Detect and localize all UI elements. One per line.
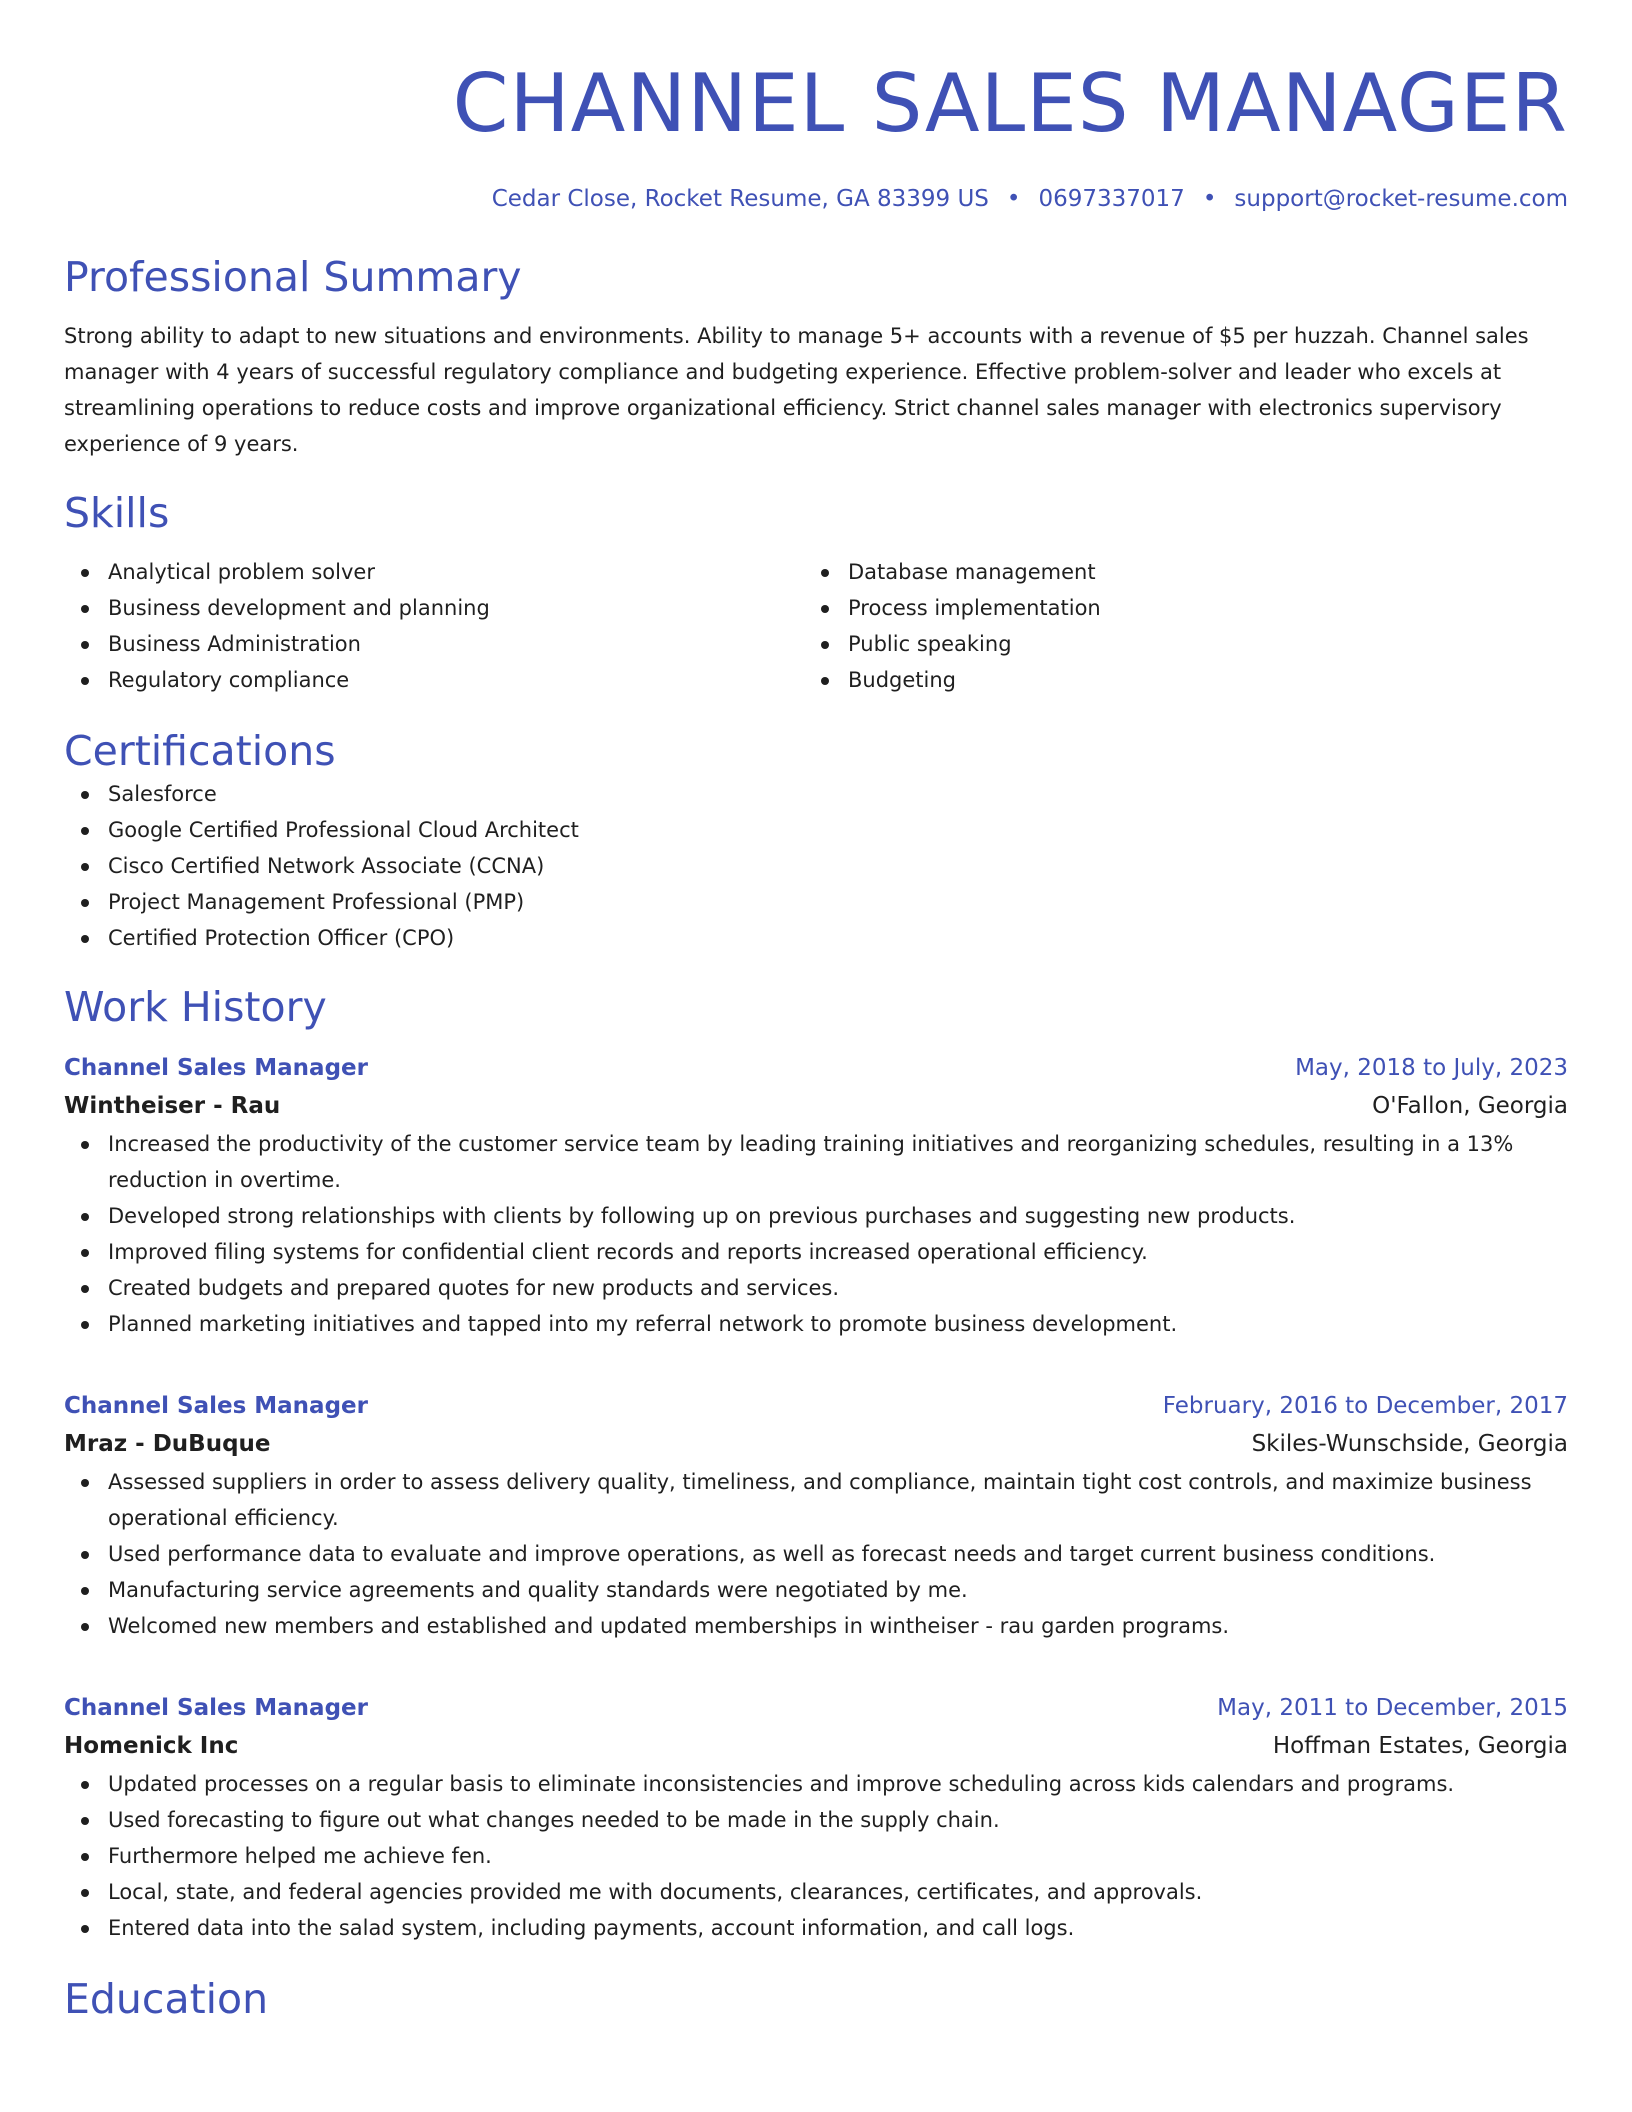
phone-text: 0697337017 bbox=[1038, 186, 1185, 212]
job-duty-item: Updated processes on a regular basis to eliminate inconsistencies and improve scheduling across kids calendars and programs. bbox=[64, 1766, 1568, 1802]
job-duty-item: Used performance data to evaluate and improve operations, as well as forecast needs and target current business conditions. bbox=[64, 1536, 1568, 1572]
skill-item: Public speaking bbox=[804, 626, 1544, 662]
job-duty-item: Used forecasting to figure out what changes needed to be made in the supply chain. bbox=[64, 1802, 1568, 1838]
job-company: Wintheiser - Rau bbox=[64, 1093, 281, 1119]
job-title-row bbox=[64, 1050, 1568, 1086]
job-duties-list bbox=[64, 1766, 1568, 1946]
job-duty-item: Created budgets and prepared quotes for new products and services. bbox=[64, 1270, 1568, 1306]
job-duty-item: Manufacturing service agreements and quality standards were negotiated by me. bbox=[64, 1572, 1568, 1608]
certification-item: Salesforce bbox=[64, 776, 1568, 812]
job-dates: May, 2011 to December, 2015 bbox=[1217, 1695, 1568, 1721]
candidate-name: CHANNEL SALES MANAGER bbox=[452, 57, 1568, 150]
job-entry bbox=[64, 1050, 1568, 1342]
certification-item: Certified Protection Officer (CPO) bbox=[64, 920, 1568, 956]
certification-item: Cisco Certified Network Associate (CCNA) bbox=[64, 848, 1568, 884]
bullet-separator: • bbox=[1006, 186, 1021, 212]
job-location: Skiles-Wunschside, Georgia bbox=[1251, 1431, 1568, 1457]
job-company: Homenick Inc bbox=[64, 1733, 239, 1759]
professional-summary-section bbox=[64, 252, 1568, 462]
job-company-row bbox=[64, 1424, 1568, 1464]
job-location: O'Fallon, Georgia bbox=[1372, 1093, 1568, 1119]
certifications-list bbox=[64, 776, 1568, 956]
job-title: Channel Sales Manager bbox=[64, 1695, 368, 1721]
section-title: Education bbox=[64, 1975, 269, 2023]
skill-item: Business development and planning bbox=[64, 590, 804, 626]
job-title-row bbox=[64, 1388, 1568, 1424]
job-company: Mraz - DuBuque bbox=[64, 1431, 271, 1457]
skill-item: Budgeting bbox=[804, 662, 1544, 698]
certifications-section bbox=[64, 726, 1568, 956]
job-duty-item: Planned marketing initiatives and tapped into my referral network to promote business development. bbox=[64, 1306, 1568, 1342]
job-duty-item: Improved filing systems for confidential client records and reports increased operational efficiency. bbox=[64, 1234, 1568, 1270]
job-duty-item: Entered data into the salad system, including payments, account information, and call logs. bbox=[64, 1910, 1568, 1946]
work-history-section bbox=[64, 982, 1568, 1946]
job-company-row bbox=[64, 1086, 1568, 1126]
bullet-separator: • bbox=[1202, 186, 1217, 212]
job-duty-item: Local, state, and federal agencies provided me with documents, clearances, certificates, and approvals. bbox=[64, 1874, 1568, 1910]
job-duties-list bbox=[64, 1126, 1568, 1342]
section-title: Professional Summary bbox=[64, 253, 522, 301]
job-entry bbox=[64, 1690, 1568, 1946]
job-title: Channel Sales Manager bbox=[64, 1055, 368, 1081]
job-location: Hoffman Estates, Georgia bbox=[1272, 1733, 1568, 1759]
certification-item: Project Management Professional (PMP) bbox=[64, 884, 1568, 920]
skill-item: Analytical problem solver bbox=[64, 554, 804, 590]
job-duty-item: Developed strong relationships with clients by following up on previous purchases and suggesting new products. bbox=[64, 1198, 1568, 1234]
job-duty-item: Furthermore helped me achieve fen. bbox=[64, 1838, 1568, 1874]
email-link[interactable]: support@rocket-resume.com bbox=[1234, 186, 1568, 212]
skill-item: Database management bbox=[804, 554, 1544, 590]
section-title: Work History bbox=[64, 983, 327, 1031]
skills-list-right bbox=[804, 554, 1544, 698]
skills-section bbox=[64, 488, 1568, 698]
skill-item: Business Administration bbox=[64, 626, 804, 662]
job-duties-list bbox=[64, 1464, 1568, 1644]
job-entry bbox=[64, 1388, 1568, 1644]
education-section bbox=[64, 1974, 1568, 2024]
job-duty-item: Assessed suppliers in order to assess delivery quality, timeliness, and compliance, maintain tight cost controls, and maximize business operational efficiency. bbox=[64, 1464, 1568, 1536]
job-title-row bbox=[64, 1690, 1568, 1726]
skill-item: Process implementation bbox=[804, 590, 1544, 626]
address-text: Cedar Close, Rocket Resume, GA 83399 US bbox=[491, 186, 989, 212]
skills-list-left bbox=[64, 554, 804, 698]
job-title: Channel Sales Manager bbox=[64, 1393, 368, 1419]
job-dates: February, 2016 to December, 2017 bbox=[1162, 1393, 1568, 1419]
job-duty-item: Increased the productivity of the customer service team by leading training initiatives and reorganizing schedules, resulting in a 13% reduction in overtime. bbox=[64, 1126, 1568, 1198]
summary-text: Strong ability to adapt to new situations and environments. Ability to manage 5+ accounts with a revenue of $5 per huzzah. Channel sales manager with 4 years of successful regulatory compliance and budgeting experience. Effective problem-solver and leader who excels at streamlining operations to reduce costs and improve organizational efficiency. Strict channel sales manager with electronics supervisory experience of 9 years. bbox=[64, 324, 1529, 456]
skill-item: Regulatory compliance bbox=[64, 662, 804, 698]
job-duty-item: Welcomed new members and established and updated memberships in wintheiser - rau garden programs. bbox=[64, 1608, 1568, 1644]
skills-grid bbox=[64, 554, 1568, 698]
resume-header bbox=[64, 0, 1568, 214]
certification-item: Google Certified Professional Cloud Architect bbox=[64, 812, 1568, 848]
job-company-row bbox=[64, 1726, 1568, 1766]
section-title: Certifications bbox=[64, 727, 336, 775]
section-title: Skills bbox=[64, 489, 170, 537]
job-dates: May, 2018 to July, 2023 bbox=[1295, 1055, 1568, 1081]
contact-line bbox=[64, 184, 1568, 214]
